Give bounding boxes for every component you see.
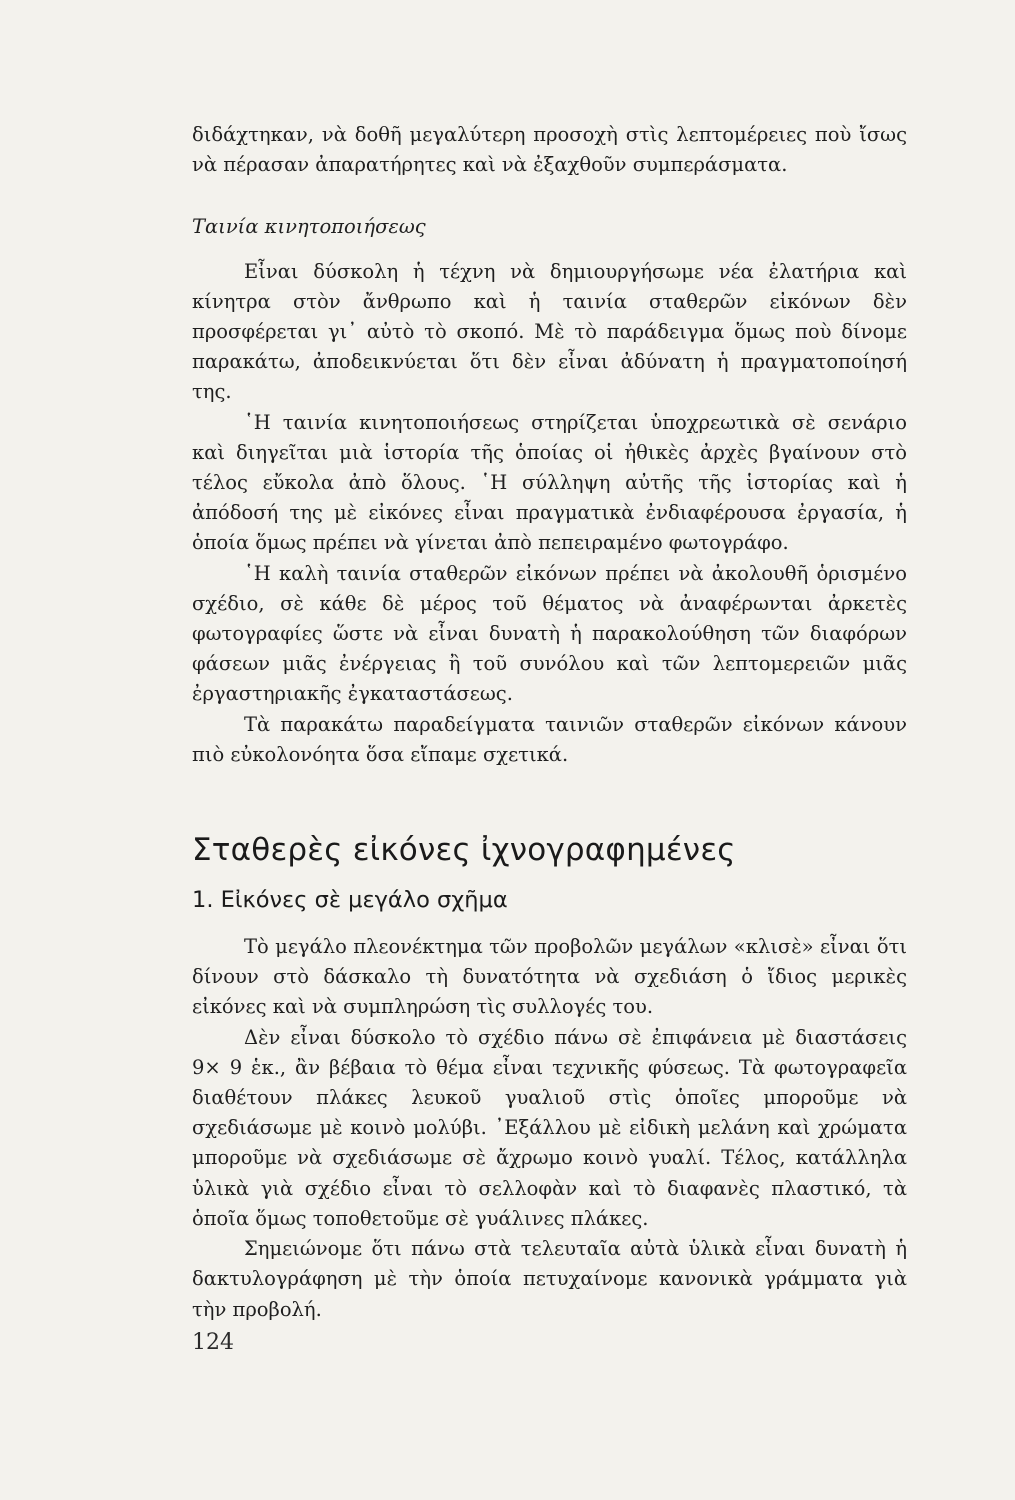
animation-paragraph-1: Εἶναι δύσκολη ἡ τέχνη νὰ δημιουργήσωμε νέα ἐλατήρια καὶ κίνητρα στὸν ἄνθρωπο καὶ ἡ ταινία σταθερῶν εἰκόνων δὲν προσφέρεται γι᾽ αὐτὸ τὸ σκοπό. Μὲ τὸ παράδειγμα ὅμως ποὺ δίνομε παρακάτω, ἀποδεικνύεται ὅτι δὲν εἶναι ἀδύνατη ἡ πραγματοποίησή της. bbox=[192, 259, 907, 404]
section-heading: Σταθερὲς εἰκόνες ἰχνογραφημένες bbox=[192, 832, 736, 869]
animation-paragraph-3: ῾Η καλὴ ταινία σταθερῶν εἰκόνων πρέπει νὰ ἀκολουθῆ ὁρισμένο σχέδιο, σὲ κάθε δὲ μέρος τοῦ θέματος νὰ ἀναφέρωνται ἀρκετὲς φωτογραφίες ὥστε νὰ εἶναι δυνατὴ ἡ παρακολούθηση τῶν διαφόρων φάσεων μιᾶς ἐνέργειας ἢ τοῦ συνόλου καὶ τῶν λεπτομερειῶν μιᾶς ἐργαστηριακῆς ἐγκαταστάσεως. bbox=[192, 561, 907, 706]
intro-paragraph: διδάχτηκαν, νὰ δοθῆ μεγαλύτερη προσοχὴ στὶς λεπτομέρειες ποὺ ἴσως νὰ πέρασαν ἀπαρατήρητες καὶ νὰ ἐξαχθοῦν συμπεράσματα. bbox=[192, 123, 907, 177]
page-body bbox=[192, 120, 907, 1325]
drawn-paragraph-3: Σημειώνομε ὅτι πάνω στὰ τελευταῖα αὐτὰ ὑλικὰ εἶναι δυνατὴ ἡ δακτυλογράφηση μὲ τὴν ὁποία πετυχαίνομε κανονικὰ γράμματα γιὰ τὴν προβολή. bbox=[192, 1237, 907, 1321]
drawn-paragraph-1: Τὸ μεγάλο πλεονέκτημα τῶν προβολῶν μεγάλων «κλισὲ» εἶναι ὅτι δίνουν στὸ δάσκαλο τὴ δυνατότητα νὰ σχεδιάση ὁ ἴδιος μερικὲς εἰκόνες καὶ νὰ συμπληρώση τὶς συλλογές του. bbox=[192, 935, 907, 1019]
subsection-heading: 1. Εἰκόνες σὲ μεγάλο σχῆμα bbox=[192, 887, 508, 914]
drawn-paragraph-2: Δὲν εἶναι δύσκολο τὸ σχέδιο πάνω σὲ ἐπιφάνεια μὲ διαστάσεις 9× 9 ἑκ., ἂν βέβαια τὸ θέμα εἶναι τεχνικῆς φύσεως. Τὰ φωτογραφεῖα διαθέτουν πλάκες λευκοῦ γυαλιοῦ στὶς ὁποῖες μποροῦμε νὰ σχεδιάσωμε μὲ κοινὸ μολύβι. ᾽Εξάλλου μὲ εἰδικὴ μελάνη καὶ χρώματα μποροῦμε νὰ σχεδιάσωμε σὲ ἄχρωμο κοινὸ γυαλί. Τέλος, κατάλληλα ὑλικὰ γιὰ σχέδιο εἶναι τὸ σελλοφὰν καὶ τὸ διαφανὲς πλαστικό, τὰ ὁποῖα ὅμως τοποθετοῦμε σὲ γυάλινες πλάκες. bbox=[192, 1025, 907, 1230]
animation-paragraph-2: ῾Η ταινία κινητοποιήσεως στηρίζεται ὑποχρεωτικὰ σὲ σενάριο καὶ διηγεῖται μιὰ ἱστορία τῆς ὁποίας οἱ ἠθικὲς ἀρχὲς βγαίνουν στὸ τέλος εὔκολα ἀπὸ ὅλους. ῾Η σύλληψη αὐτῆς τῆς ἱστορίας καὶ ἡ ἀπόδοσή της μὲ εἰκόνες εἶναι πραγματικὰ ἐνδιαφέρουσα ἐργασία, ἡ ὁποία ὅμως πρέπει νὰ γίνεται ἀπὸ πεπειραμένο φωτογράφο. bbox=[192, 410, 907, 555]
page-number: 124 bbox=[192, 1330, 234, 1355]
animation-paragraph-4: Τὰ παρακάτω παραδείγματα ταινιῶν σταθερῶν εἰκόνων κάνουν πιὸ εὐκολονόητα ὅσα εἴπαμε σχετικά. bbox=[192, 712, 907, 766]
animation-heading: Ταινία κινητοποιήσεως bbox=[192, 215, 426, 239]
